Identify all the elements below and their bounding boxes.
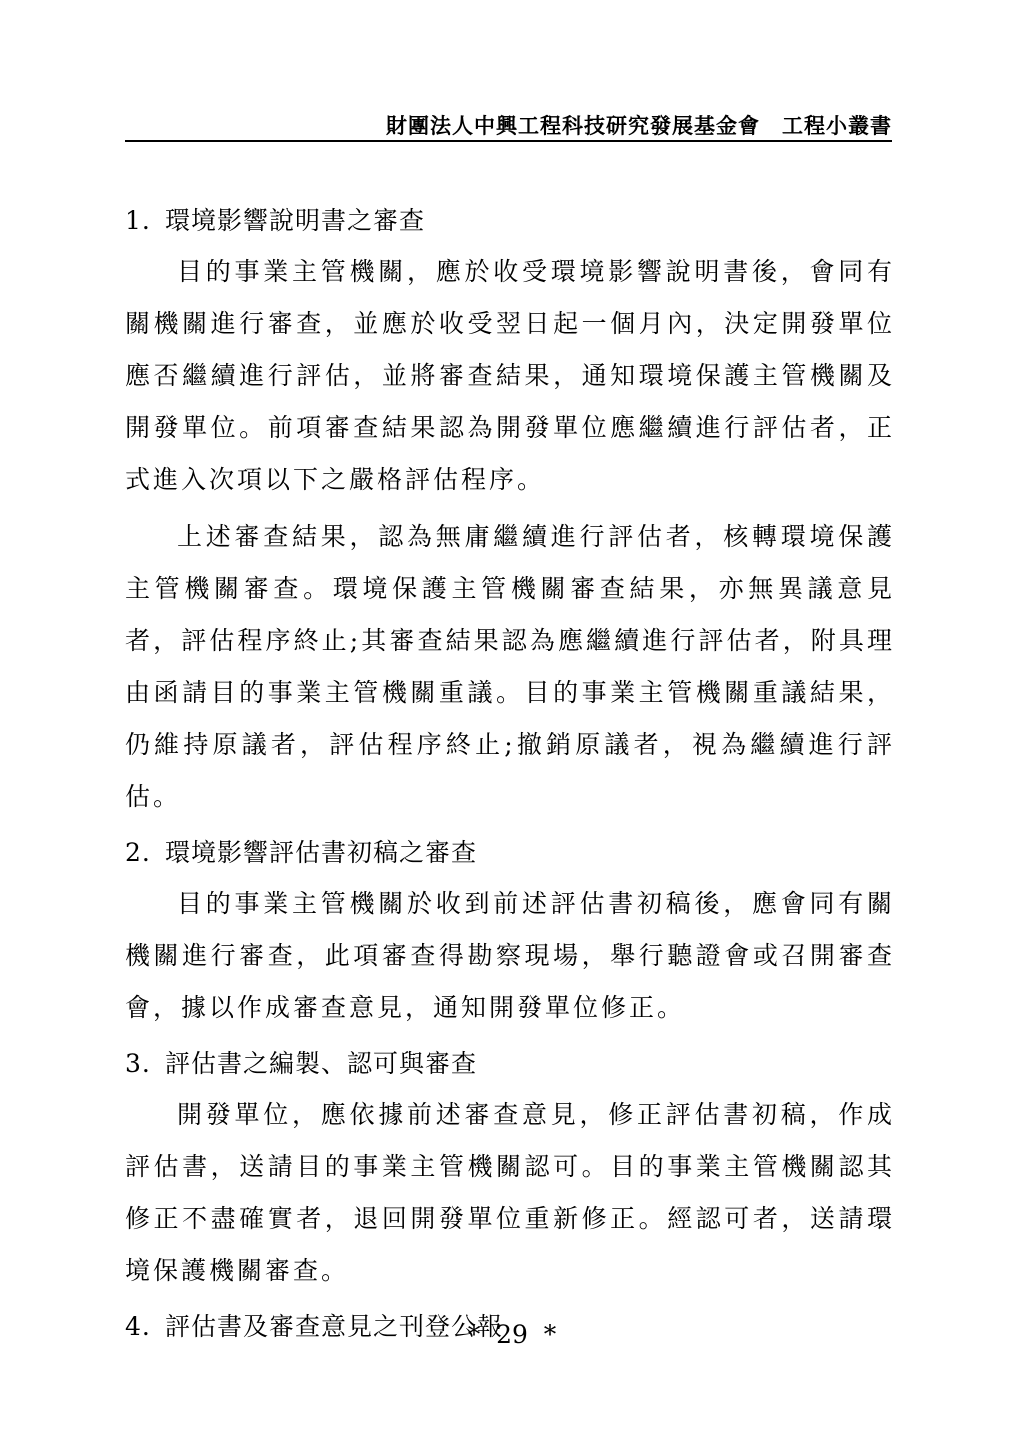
section-heading-2	[125, 828, 895, 878]
page-number: * 29 *	[467, 1320, 557, 1349]
paragraph: 目的事業主管機關於收到前述評估書初稿後，應會同有關機關進行審查，此項審查得勘察現場，舉行聽證會或召開審查會，據以作成審查意見，通知開發單位修正。	[125, 889, 895, 1022]
section-number: 2.	[125, 838, 151, 867]
section-title: 評估書及審查意見之刊登公報	[165, 1312, 504, 1341]
section-title: 評估書之編製、認可與審查	[165, 1049, 478, 1078]
paragraph: 目的事業主管機關，應於收受環境影響說明書後，會同有關機關進行審查，並應於收受翌日起一個月內，決定開發單位應否繼續進行評估，並將審查結果，通知環境保護主管機關及開發單位。前項審查結果認為開發單位應繼續進行評估者，正式進入次項以下之嚴格評估程序。	[125, 257, 895, 494]
running-header	[125, 110, 892, 140]
section-number: 4.	[125, 1312, 151, 1341]
header-rule	[125, 140, 892, 142]
foundation-name: 財團法人中興工程科技研究發展基金會	[386, 113, 760, 138]
paragraph: 開發單位，應依據前述審查意見，修正評估書初稿，作成評估書，送請目的事業主管機關認可。目的事業主管機關認其修正不盡確實者，退回開發單位重新修正。經認可者，送請環境保護機關審查。	[125, 1100, 895, 1285]
series-name: 工程小叢書	[782, 113, 892, 138]
section-number: 3.	[125, 1049, 151, 1078]
section-title: 環境影響評估書初稿之審查	[165, 838, 478, 867]
section-number: 1.	[125, 206, 151, 235]
section-heading-1	[125, 196, 895, 246]
page-body	[125, 196, 895, 1352]
paragraph: 上述審查結果，認為無庸繼續進行評估者，核轉環境保護主管機關審查。環境保護主管機關審查結果，亦無異議意見者，評估程序終止;其審查結果認為應繼續進行評估者，附具理由函請目的事業主管機關重議。目的事業主管機關重議結果，仍維持原議者，評估程序終止;撤銷原議者，視為繼續進行評估。	[125, 522, 895, 811]
section-heading-3	[125, 1039, 895, 1089]
section-title: 環境影響說明書之審查	[165, 206, 426, 235]
